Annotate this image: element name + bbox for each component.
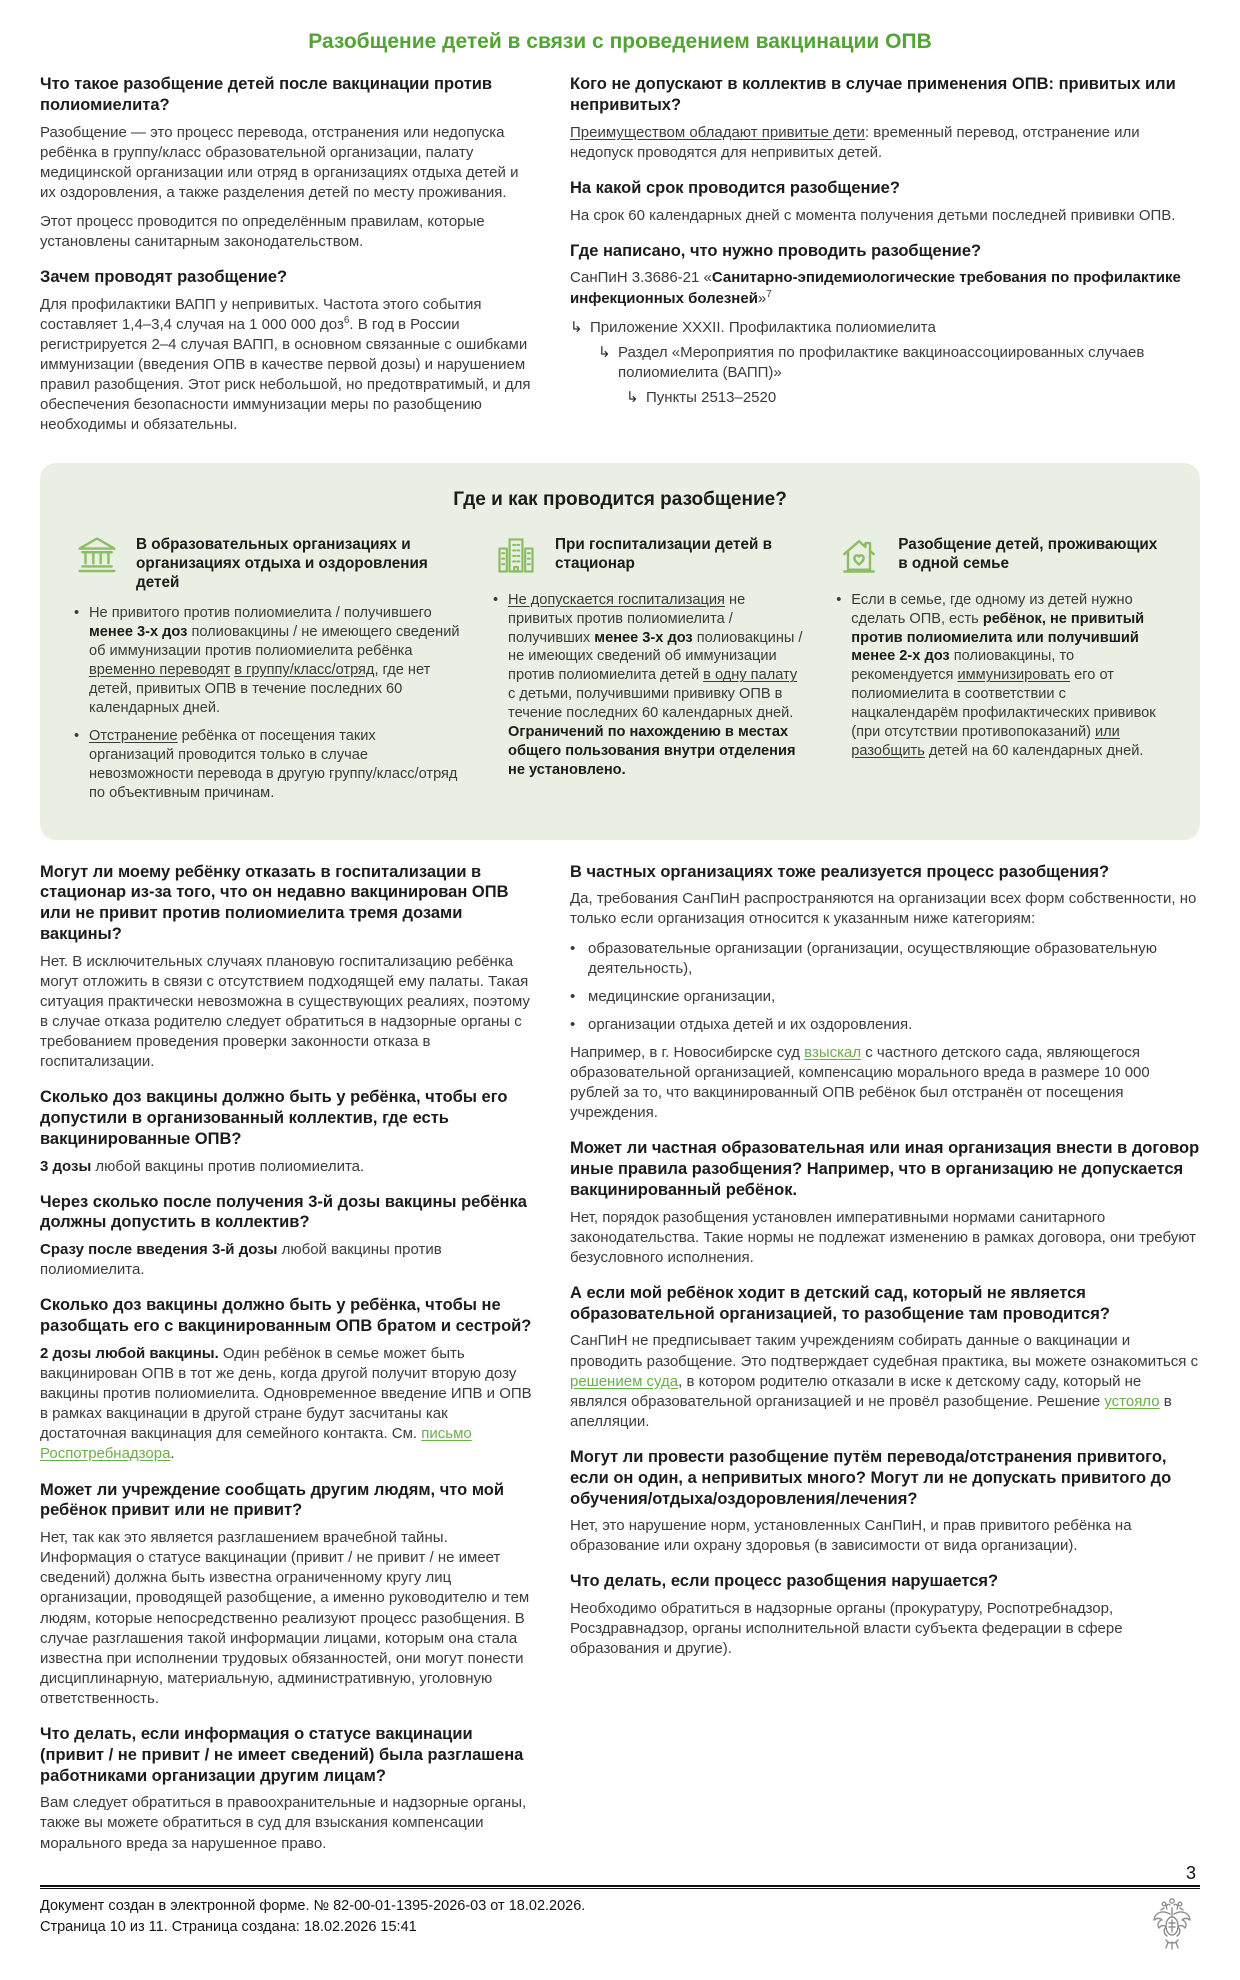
question-heading: Сколько доз вакцины должно быть у ребёнка, чтобы не разобщать его с вакцинированным ОПВ братом и сестрой? bbox=[40, 1296, 532, 1336]
text-segment: полиовакцины / не имеющих сведений об иммунизации против полиомиелита детей bbox=[508, 629, 803, 684]
greenbox-column-heading: При госпитализации детей в стационар bbox=[555, 535, 773, 572]
bullet-item bbox=[74, 604, 463, 718]
text-segment: ребёнок, не привитый против полиомиелита или получивший менее 2-х доз bbox=[851, 610, 1145, 665]
inline-link[interactable]: устояло bbox=[1104, 1392, 1160, 1410]
answer-paragraph bbox=[40, 212, 532, 252]
text-segment: Например, в г. Новосибирске суд bbox=[570, 1043, 805, 1061]
bullet-text bbox=[588, 939, 1200, 979]
bullet-text bbox=[89, 604, 463, 718]
question-heading: В частных организациях тоже реализуется процесс разобщения? bbox=[570, 862, 1110, 881]
text-segment: Отстранение bbox=[89, 727, 178, 744]
text-segment: Ограничений по нахождению в местах общего пользования внутри отделения не установлено. bbox=[508, 724, 796, 779]
arrow-icon: ↳ bbox=[570, 318, 583, 336]
answer-paragraph bbox=[40, 1793, 532, 1853]
text-segment: Один ребёнок в семье может быть вакцинирован ОПВ в тот же день, когда другой получит вторую дозу вакцины против полиомиелита. Одновременное введение ИПВ и ОПВ в рамках вакцинации в другой стране будут засчитаны как достаточная вакцинация для семейного контакта. См. bbox=[40, 1345, 532, 1443]
text-segment: любой вакцины против полиомиелита. bbox=[91, 1157, 365, 1175]
text-segment: организации отдыха детей и их оздоровления. bbox=[588, 1015, 913, 1033]
bullet-marker: • bbox=[570, 1015, 576, 1033]
inline-link[interactable]: взыскал bbox=[804, 1043, 862, 1061]
reference-text bbox=[646, 388, 776, 408]
text-segment: , где нет детей, привитых ОПВ в течение последних 60 календарных дней. bbox=[89, 661, 431, 716]
bullet-text bbox=[588, 987, 775, 1007]
question-heading: Что делать, если информация о статусе вакцинации (привит / не привит / не имеет сведений) была разглашена работниками организации другим лицам? bbox=[40, 1724, 524, 1785]
text-segment: Для профилактики ВАПП у непривитых. Частота этого события составляет 1,4–3,4 случая на 1 000 000 доз bbox=[40, 295, 482, 333]
text-segment: Нет, порядок разобщения установлен императивными нормами санитарного законодательства. Такие нормы не подлежат изменению в рамках договора, они требуют безусловного исполнения. bbox=[570, 1208, 1197, 1266]
top-columns bbox=[40, 74, 1200, 445]
greenbox-section bbox=[40, 463, 1200, 840]
answer-paragraph bbox=[570, 123, 1200, 163]
text-segment: , в котором родителю отказали в иске к детскому саду, который не являлся образовательной организацией и не провёл разобщение. Решение bbox=[570, 1372, 1142, 1410]
greenbox-title: Где и как проводится разобщение? bbox=[453, 488, 787, 510]
greenbox-column bbox=[493, 533, 806, 812]
bullet-text bbox=[508, 591, 806, 781]
state-emblem-icon bbox=[1150, 1896, 1194, 1954]
question-heading: Могут ли провести разобщение путём перевода/отстранения привитого, если он один, а непривитых много? Могут ли не допускать привитого до обучения/отдыха/оздоровления/лечения? bbox=[570, 1447, 1172, 1508]
text-segment: Преимуществом обладают привитые дети bbox=[570, 123, 865, 141]
text-segment: полиовакцины, то рекомендуется bbox=[851, 648, 1075, 684]
text-segment: СанПиН не предписывает таким учреждениям собирать данные о вакцинации и проводить разобщение. Это подтверждает судебная практика, вы можете ознакомиться с bbox=[570, 1332, 1199, 1370]
house-heart-icon bbox=[836, 533, 886, 579]
answer-paragraph bbox=[570, 206, 1200, 226]
answer-paragraph bbox=[570, 1516, 1200, 1556]
bullet-marker: • bbox=[836, 591, 842, 608]
greenbox-column-heading: Разобщение детей, проживающих в одной семье bbox=[898, 535, 1158, 572]
bullet-text bbox=[89, 727, 463, 803]
question-heading: Сколько доз вакцины должно быть у ребёнка, чтобы его допустили в организованный коллектив, где есть вакцинированные ОПВ? bbox=[40, 1088, 508, 1148]
faq-column-bottom-left bbox=[40, 862, 532, 1863]
text-segment: иммунизировать bbox=[957, 667, 1071, 684]
text-segment: . bbox=[170, 1445, 175, 1463]
inline-link[interactable]: решением суда bbox=[570, 1372, 679, 1390]
bullet-marker: • bbox=[74, 604, 80, 621]
bullet-item bbox=[570, 939, 1200, 979]
bullet-text bbox=[588, 1015, 912, 1035]
greenbox-columns bbox=[74, 533, 1166, 812]
text-segment: На срок 60 календарных дней с момента получения детьми последней прививки ОПВ. bbox=[570, 206, 1176, 224]
footer-rule bbox=[40, 1885, 1200, 1889]
greenbox-column-header bbox=[836, 533, 1166, 579]
answer-paragraph bbox=[40, 1157, 532, 1177]
faq-column-top-left bbox=[40, 74, 532, 445]
answer-paragraph bbox=[570, 268, 1200, 308]
bullet-item bbox=[570, 1015, 1200, 1035]
text-segment: Пункты 2513–2520 bbox=[646, 389, 777, 407]
bullet-marker: • bbox=[74, 727, 80, 744]
page-title: Разобщение детей в связи с проведением вакцинации ОПВ bbox=[308, 30, 932, 53]
text-segment: Вам следует обратиться в правоохранительные и надзорные органы, также вы можете обратиться в суд для взыскания компенсации морального вреда за нарушенное право. bbox=[40, 1794, 527, 1852]
text-segment: или разобщить bbox=[851, 724, 1120, 760]
text-segment: СанПиН 3.3686-21 « bbox=[570, 269, 712, 287]
bullet-item bbox=[74, 727, 463, 803]
text-segment: Санитарно-эпидемиологические требования по профилактике инфекционных болезней bbox=[570, 269, 1181, 307]
answer-paragraph bbox=[40, 1240, 532, 1280]
text-segment: Раздел «Мероприятия по профилактике вакциноассоциированных случаев полиомиелита (ВАПП)» bbox=[618, 344, 1145, 381]
question-heading: На какой срок проводится разобщение? bbox=[570, 178, 900, 197]
text-segment: : временный перевод, отстранение или недопуск проводятся для непривитых детей. bbox=[570, 123, 1140, 161]
answer-paragraph bbox=[570, 1043, 1200, 1123]
text-segment: менее 3-х доз bbox=[89, 623, 188, 640]
question-heading: Может ли частная образовательная или иная организация внести в договор иные правила разобщения? Например, что в организацию не допускается вакцинированный ребёнок. bbox=[570, 1139, 1200, 1199]
question-heading: Зачем проводят разобщение? bbox=[40, 268, 288, 287]
question-heading: Что делать, если процесс разобщения нарушается? bbox=[570, 1572, 999, 1591]
text-segment: в апелляции. bbox=[570, 1392, 1172, 1430]
text-segment: . В год в России регистрируется 2–4 случая ВАПП, в основном связанные с ошибками иммунизации (введения ОПВ в качестве первой дозы) и нарушением правил разобщения. Этот риск небольшой, но предотвратимый, и для обеспечения безопасности иммунизации меры по разобщению необходимы и обязательны. bbox=[40, 316, 531, 434]
answer-paragraph bbox=[40, 1344, 532, 1465]
footnote-marker: 6 bbox=[343, 315, 350, 326]
footnote-marker: 7 bbox=[766, 288, 772, 300]
bottom-columns bbox=[40, 862, 1200, 1863]
bullet-item bbox=[493, 591, 806, 781]
text-segment: Нет, это нарушение норм, установленных СанПиН, и прав привитого ребёнка на образование или охрану здоровья (в зависимости от вида организации). bbox=[570, 1517, 1132, 1555]
reference-item bbox=[598, 343, 1200, 382]
inline-link[interactable]: письмо Роспотребнадзора bbox=[40, 1425, 472, 1463]
answer-paragraph bbox=[40, 123, 532, 203]
text-segment: Не допускается госпитализация bbox=[508, 591, 725, 608]
hospital-icon bbox=[493, 533, 543, 579]
faq-column-top-right bbox=[570, 74, 1200, 445]
answer-paragraph bbox=[40, 295, 532, 436]
answer-paragraph bbox=[40, 952, 532, 1073]
bullet-marker: • bbox=[570, 939, 576, 957]
text-segment: Если в семье, где одному из детей нужно сделать ОПВ, есть bbox=[851, 591, 1133, 627]
question-heading: А если мой ребёнок ходит в детский сад, который не является образовательной организацией, то разобщение там проводится? bbox=[570, 1283, 1110, 1323]
bank-icon bbox=[74, 533, 124, 579]
text-segment: образовательные организации (организации, осуществляющие образовательную деятельность), bbox=[588, 939, 1157, 977]
text-segment: Необходимо обратиться в надзорные органы (прокуратуру, Роспотребнадзор, Росздравнадзор, органы исполнительной власти субъекта федерации в сфере образования и другие). bbox=[570, 1600, 1123, 1658]
question-heading: Может ли учреждение сообщать другим людям, что мой ребёнок привит или не привит? bbox=[40, 1480, 505, 1520]
footer-page-info: Страница 10 из 11. Страница создана: 18.02.2026 15:41 bbox=[40, 1918, 417, 1935]
text-segment: в одну палату bbox=[703, 667, 798, 684]
text-segment: менее 3-х доз bbox=[594, 629, 693, 646]
answer-paragraph bbox=[570, 889, 1200, 929]
answer-paragraph bbox=[570, 1331, 1200, 1431]
text-segment: медицинские организации, bbox=[588, 987, 776, 1005]
reference-text bbox=[590, 318, 936, 338]
text-segment: его от полиомиелита в соответствии с нацкалендарём профилактических прививок (при отсутствии противопоказаний) bbox=[851, 667, 1156, 741]
bullet-marker: • bbox=[493, 591, 499, 608]
reference-item bbox=[626, 388, 1200, 408]
reference-item bbox=[570, 318, 1200, 338]
page-number: 3 bbox=[1185, 1862, 1196, 1883]
answer-paragraph bbox=[40, 1528, 532, 1709]
text-segment: ребёнка от посещения таких организаций проводится только в случае невозможности перевода в другую группу/класс/отряд по объективным причинам. bbox=[89, 727, 458, 801]
text-segment: детей на 60 календарных дней. bbox=[924, 743, 1144, 760]
text-segment: временно переводят bbox=[89, 661, 231, 678]
page-footer bbox=[40, 1863, 1200, 1954]
text-segment: » bbox=[757, 289, 767, 307]
text-segment: Приложение XXXII. Профилактика полиомиелита bbox=[590, 318, 936, 336]
text-segment: не привитых против полиомиелита / получивших bbox=[508, 591, 746, 646]
greenbox-column-header bbox=[493, 533, 806, 579]
text-segment: с частного детского сада, являющегося образовательной организацией, компенсацию морального вреда в размере 10 000 рублей за то, что вакцинированный ОПВ ребёнок был отстранён от посещения учреждения. bbox=[570, 1043, 1150, 1122]
text-segment: Этот процесс проводится по определённым правилам, которые установлены санитарным законодательством. bbox=[40, 212, 485, 251]
reference-text bbox=[618, 343, 1200, 382]
answer-paragraph bbox=[570, 1208, 1200, 1268]
arrow-icon: ↳ bbox=[598, 344, 611, 362]
text-segment: Не привитого против полиомиелита / получившего bbox=[89, 604, 432, 621]
bullet-item bbox=[570, 987, 1200, 1007]
text-segment: Разобщение — это процесс перевода, отстранения или недопуска ребёнка в группу/класс образовательной организации, палату медицинской организации или отряд в организациях отдыха детей и их оздоровления, а также разделения детей по месту проживания. bbox=[40, 123, 519, 201]
greenbox-column-header bbox=[74, 533, 463, 592]
faq-column-bottom-right bbox=[570, 862, 1200, 1863]
text-segment: полиовакцины / не имеющего сведений об иммунизации против полиомиелита ребёнка bbox=[89, 623, 460, 659]
greenbox-column bbox=[74, 533, 463, 812]
arrow-icon: ↳ bbox=[626, 389, 639, 407]
bullet-marker: • bbox=[570, 987, 576, 1005]
text-segment: любой вакцины против полиомиелита. bbox=[40, 1241, 442, 1279]
greenbox-column bbox=[836, 533, 1166, 812]
bullet-item bbox=[836, 591, 1166, 762]
question-heading: Могут ли моему ребёнку отказать в госпитализации в стационар из-за того, что он недавно вакцинирован ОПВ или не привит против полиомиелита тремя дозами вакцины? bbox=[40, 862, 509, 943]
question-heading: Через сколько после получения 3-й дозы вакцины ребёнка должны допустить в коллектив? bbox=[40, 1192, 527, 1232]
text-segment: Нет, так как это является разглашением врачебной тайны. Информация о статусе вакцинации (привит / не привит / не имеет сведений) должна быть известна ограниченному кругу лиц организации, проводящей разобщение, а именно руководителю и тем людям, которые непосредственно реализуют процесс разобщения. В случае разглашения такой информации лицами, которым она стала известна при исполнении трудовых обязанностей, они могут понести дисциплинарную, материальную, административную, уголовную ответственность. bbox=[40, 1529, 530, 1707]
footer-doc-info: Документ создан в электронной форме. № 82-00-01-1395-2026-03 от 18.02.2026. bbox=[40, 1897, 586, 1914]
text-segment: Сразу после введения 3-й дозы bbox=[40, 1241, 278, 1259]
text-segment: 2 дозы любой вакцины. bbox=[40, 1345, 219, 1363]
question-heading: Что такое разобщение детей после вакцинации против полиомиелита? bbox=[40, 75, 493, 114]
question-heading: Где написано, что нужно проводить разобщение? bbox=[570, 241, 982, 260]
text-segment: в группу/класс/отряд bbox=[234, 661, 375, 678]
text-segment: 3 дозы bbox=[40, 1157, 92, 1175]
question-heading: Кого не допускают в коллектив в случае применения ОПВ: привитых или непривитых? bbox=[570, 75, 1176, 114]
text-segment: Нет. В исключительных случаях плановую госпитализацию ребёнка могут отложить в связи с отсутствием подходящей ему палаты. Такая ситуация практически невозможна в существующих реалиях, поэтому в случае отказа родителю следует обратиться в надзорные органы с требованием проведения проверки законности отказа в госпитализации. bbox=[40, 952, 530, 1071]
text-segment: с детьми, получившими прививку ОПВ в течение последних 60 календарных дней. bbox=[508, 686, 794, 722]
text-segment: Да, требования СанПиН распространяются на организации всех форм собственности, но только если организация относится к указанным ниже категориям: bbox=[570, 890, 1197, 928]
greenbox-column-heading: В образовательных организациях и организациях отдыха и оздоровления детей bbox=[136, 535, 428, 591]
answer-paragraph bbox=[570, 1599, 1200, 1659]
bullet-text bbox=[851, 591, 1166, 762]
